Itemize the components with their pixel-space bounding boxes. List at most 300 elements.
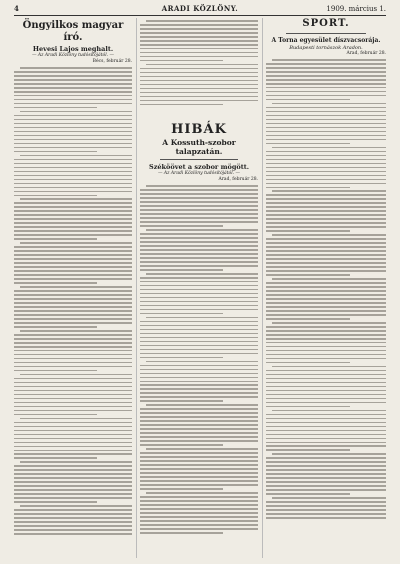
text-line: [272, 103, 386, 105]
text-line: [14, 278, 132, 280]
text-line: [272, 410, 386, 412]
text-line: [140, 265, 258, 267]
text-line: [140, 309, 258, 311]
text-line: [266, 230, 350, 232]
text-line: [146, 185, 258, 187]
text-line: [20, 505, 132, 507]
text-line: [14, 191, 132, 193]
text-line: [266, 111, 386, 113]
text-line: [140, 233, 258, 235]
text-line: [140, 253, 258, 255]
text-line: [140, 532, 223, 534]
text-line: [266, 394, 386, 396]
text-line: [140, 321, 258, 323]
text-line: [14, 119, 132, 121]
text-line: [20, 330, 132, 332]
text-line: [140, 428, 258, 430]
text-line: [266, 426, 386, 428]
text-line: [14, 501, 97, 503]
text-line: [140, 468, 258, 470]
text-line: [14, 151, 97, 153]
column-rule: [262, 18, 263, 558]
text-line: [140, 249, 258, 251]
text-line: [14, 350, 132, 352]
text-line: [140, 44, 258, 46]
text-line: [266, 242, 386, 244]
text-line: [266, 386, 386, 388]
text-line: [266, 517, 386, 519]
text-line: [140, 100, 258, 102]
text-line: [14, 342, 132, 344]
text-line: [266, 226, 386, 228]
text-line: [14, 290, 132, 292]
text-line: [14, 147, 132, 149]
text-line: [14, 99, 132, 101]
text-line: [266, 218, 386, 220]
text-line: [266, 222, 386, 224]
text-line: [266, 326, 386, 328]
text-line: [266, 294, 386, 296]
text-line: [272, 497, 386, 499]
text-line: [266, 334, 386, 336]
text-line: [140, 80, 258, 82]
text-line: [266, 238, 386, 240]
text-line: [14, 234, 132, 236]
text-line: [140, 329, 258, 331]
text-line: [14, 310, 132, 312]
text-line: [266, 214, 386, 216]
text-line: [266, 87, 386, 89]
article-subhead: Hevesi Lajos meghalt.: [32, 45, 114, 53]
text-line: [14, 382, 132, 384]
column-3: [266, 18, 386, 560]
text-line: [266, 354, 386, 356]
text-line: [140, 32, 258, 34]
article-byline: — Az Aradi Közlöny tudósítójától. —: [157, 171, 241, 177]
text-line: [14, 254, 132, 256]
text-line: [140, 297, 258, 299]
text-line: [20, 67, 132, 69]
text-line: [14, 326, 97, 328]
text-line: [14, 79, 132, 81]
text-line: [266, 127, 386, 129]
text-line: [140, 484, 258, 486]
article-byline: — Az Aradi Közlöny tudósítójától. —: [31, 53, 115, 58]
text-line: [14, 338, 132, 340]
text-line: [140, 193, 258, 195]
text-line: [140, 377, 258, 379]
text-line: [14, 362, 132, 364]
text-line: [140, 261, 258, 263]
text-line: [140, 277, 258, 279]
text-line: [266, 254, 386, 256]
text-line: [140, 217, 258, 219]
text-line: [140, 40, 258, 42]
text-line: [14, 218, 132, 220]
text-line: [140, 28, 258, 30]
text-line: [14, 509, 132, 511]
text-line: [140, 464, 258, 466]
text-line: [266, 167, 386, 169]
column-rule: [136, 18, 137, 558]
text-line: [140, 392, 258, 394]
text-line: [14, 95, 132, 97]
text-line: [14, 123, 132, 125]
text-line: [140, 289, 258, 291]
text-line: [14, 525, 132, 527]
section-title: SPORT.: [302, 18, 350, 29]
text-line: [14, 103, 132, 105]
text-line: [140, 92, 258, 94]
text-line: [266, 67, 386, 69]
text-line: [266, 438, 386, 440]
text-line: [14, 91, 132, 93]
text-line: [14, 135, 132, 137]
text-line: [14, 246, 132, 248]
article-dateline: Bécs, február 28.: [92, 59, 132, 64]
text-line: [140, 436, 258, 438]
text-line: [140, 508, 258, 510]
text-line: [266, 489, 386, 491]
text-line: [266, 91, 386, 93]
text-line: [266, 493, 350, 495]
text-line: [14, 306, 132, 308]
text-line: [140, 440, 258, 442]
text-line: [14, 513, 132, 515]
text-line: [266, 469, 386, 471]
text-line: [14, 465, 132, 467]
text-line: [140, 197, 258, 199]
text-line: [266, 194, 386, 196]
column-1: [14, 18, 132, 560]
text-line: [140, 305, 258, 307]
text-line: [14, 87, 132, 89]
text-line: [140, 424, 258, 426]
text-line: [266, 342, 386, 344]
text-line: [266, 314, 386, 316]
text-line: [140, 432, 258, 434]
text-line: [266, 75, 386, 77]
text-line: [14, 318, 132, 320]
text-line: [14, 175, 132, 177]
text-line: [140, 504, 258, 506]
text-line: [266, 406, 350, 408]
text-line: [140, 293, 258, 295]
text-line: [140, 516, 258, 518]
text-line: [266, 206, 386, 208]
text-line: [140, 72, 258, 74]
text-line: [266, 505, 386, 507]
text-line: [14, 179, 132, 181]
text-line: [266, 270, 386, 272]
text-line: [20, 286, 132, 288]
text-line: [14, 294, 132, 296]
text-line: [266, 282, 386, 284]
text-line: [266, 434, 386, 436]
divider: [160, 159, 238, 160]
text-line: [14, 422, 132, 424]
text-line: [266, 338, 386, 340]
text-line: [266, 302, 386, 304]
text-line: [14, 521, 132, 523]
text-line: [146, 317, 258, 319]
text-line: [266, 362, 350, 364]
text-line: [266, 163, 386, 165]
article-dateline: Arad, február 28.: [346, 51, 386, 56]
text-line: [266, 346, 386, 348]
text-line: [272, 234, 386, 236]
text-line: [272, 453, 386, 455]
text-line: [140, 60, 223, 62]
text-line: [266, 95, 386, 97]
text-line: [14, 262, 132, 264]
text-line: [266, 442, 386, 444]
text-line: [14, 274, 132, 276]
text-line: [20, 461, 132, 463]
column-2: [140, 18, 258, 560]
text-line: [14, 446, 132, 448]
text-line: [266, 198, 386, 200]
text-line: [266, 123, 386, 125]
text-line: [146, 404, 258, 406]
text-line: [14, 398, 132, 400]
text-line: [140, 225, 223, 227]
text-line: [266, 330, 386, 332]
text-line: [14, 163, 132, 165]
text-line: [272, 190, 386, 192]
text-line: [140, 237, 258, 239]
text-line: [140, 384, 258, 386]
text-line: [140, 412, 258, 414]
text-line: [14, 485, 132, 487]
text-line: [266, 374, 386, 376]
text-line: [14, 258, 132, 260]
text-line: [14, 406, 132, 408]
text-line: [140, 48, 258, 50]
text-line: [14, 457, 97, 459]
text-line: [14, 378, 132, 380]
text-line: [266, 481, 386, 483]
text-line: [14, 298, 132, 300]
text-line: [266, 131, 386, 133]
text-line: [140, 480, 258, 482]
article-body-continued: [140, 20, 258, 105]
text-line: [14, 302, 132, 304]
text-line: [14, 481, 132, 483]
text-line: [272, 322, 386, 324]
text-line: [14, 238, 97, 240]
text-line: [14, 434, 132, 436]
text-line: [14, 438, 132, 440]
text-line: [266, 501, 386, 503]
text-line: [140, 285, 258, 287]
text-line: [14, 83, 132, 85]
page-number: 4: [14, 4, 19, 13]
text-line: [140, 341, 258, 343]
text-line: [140, 500, 258, 502]
text-line: [140, 396, 258, 398]
text-line: [140, 388, 258, 390]
text-line: [266, 266, 386, 268]
text-line: [14, 426, 132, 428]
text-line: [14, 250, 132, 252]
text-line: [14, 334, 132, 336]
text-line: [14, 442, 132, 444]
text-line: [140, 444, 223, 446]
text-line: [266, 115, 386, 117]
text-line: [146, 64, 258, 66]
text-line: [140, 369, 258, 371]
text-line: [14, 183, 132, 185]
article-headline: A Torna egyesület díszvacsorája.: [271, 37, 381, 44]
text-line: [140, 88, 258, 90]
text-line: [140, 76, 258, 78]
text-line: [266, 63, 386, 65]
divider: [286, 33, 366, 34]
text-line: [14, 402, 132, 404]
text-line: [140, 488, 223, 490]
text-line: [14, 107, 97, 109]
text-line: [14, 75, 132, 77]
text-line: [266, 107, 386, 109]
text-line: [14, 390, 132, 392]
text-line: [140, 524, 258, 526]
text-line: [266, 418, 386, 420]
text-line: [266, 183, 386, 185]
text-line: [14, 202, 132, 204]
text-line: [266, 171, 386, 173]
text-line: [146, 492, 258, 494]
text-line: [140, 52, 258, 54]
text-line: [140, 301, 258, 303]
text-line: [14, 230, 132, 232]
text-line: [266, 83, 386, 85]
text-line: [140, 452, 258, 454]
text-line: [14, 533, 132, 535]
text-line: [14, 115, 132, 117]
text-line: [14, 159, 132, 161]
text-line: [14, 477, 132, 479]
text-line: [266, 175, 386, 177]
article-headline: A Kossuth-szobor talapzatán.: [162, 138, 236, 157]
text-line: [14, 386, 132, 388]
text-line: [20, 198, 132, 200]
text-line: [272, 366, 386, 368]
text-line: [140, 353, 258, 355]
text-line: [14, 167, 132, 169]
text-line: [146, 20, 258, 22]
text-line: [266, 306, 386, 308]
text-line: [14, 139, 132, 141]
text-line: [272, 59, 386, 61]
text-line: [14, 127, 132, 129]
text-line: [140, 476, 258, 478]
article-body: [14, 67, 132, 535]
text-line: [14, 469, 132, 471]
text-line: [140, 456, 258, 458]
text-line: [140, 408, 258, 410]
text-line: [140, 349, 258, 351]
text-line: [14, 529, 132, 531]
text-line: [266, 465, 386, 467]
text-line: [140, 213, 258, 215]
text-line: [140, 313, 223, 315]
text-line: [266, 473, 386, 475]
text-line: [266, 99, 350, 101]
text-line: [14, 414, 97, 416]
text-line: [140, 325, 258, 327]
article-body: [140, 185, 258, 533]
text-line: [14, 366, 132, 368]
text-line: [266, 318, 350, 320]
text-line: [140, 96, 258, 98]
text-line: [266, 143, 350, 145]
masthead: [14, 4, 386, 16]
text-line: [266, 274, 350, 276]
text-line: [266, 382, 386, 384]
text-line: [140, 56, 258, 58]
text-line: [140, 257, 258, 259]
text-line: [266, 286, 386, 288]
text-line: [266, 258, 386, 260]
text-line: [266, 159, 386, 161]
text-line: [140, 24, 258, 26]
text-line: [266, 250, 386, 252]
text-line: [14, 489, 132, 491]
text-line: [14, 187, 132, 189]
text-line: [140, 365, 258, 367]
text-line: [272, 278, 386, 280]
text-line: [140, 209, 258, 211]
text-line: [266, 139, 386, 141]
text-line: [266, 298, 386, 300]
text-line: [14, 143, 132, 145]
text-line: [266, 485, 386, 487]
text-line: [266, 79, 386, 81]
text-line: [140, 496, 258, 498]
text-line: [140, 420, 258, 422]
article-body: [266, 59, 386, 519]
text-line: [266, 477, 386, 479]
text-line: [266, 151, 386, 153]
text-line: [266, 310, 386, 312]
text-line: [266, 210, 386, 212]
text-line: [140, 472, 258, 474]
text-line: [14, 222, 132, 224]
text-line: [266, 290, 386, 292]
text-line: [140, 205, 258, 207]
text-line: [266, 509, 386, 511]
text-line: [14, 354, 132, 356]
text-line: [266, 422, 386, 424]
text-line: [266, 71, 386, 73]
text-line: [140, 357, 223, 359]
text-line: [140, 68, 258, 70]
text-line: [140, 281, 258, 283]
text-line: [140, 381, 258, 383]
text-line: [14, 453, 132, 455]
text-line: [14, 214, 132, 216]
article-headline: Öngyilkos magyar író.: [22, 20, 124, 43]
text-line: [266, 119, 386, 121]
text-line: [140, 333, 258, 335]
paper-name: ARADI KÖZLÖNY.: [161, 4, 239, 13]
text-line: [14, 226, 132, 228]
text-line: [266, 246, 386, 248]
text-line: [20, 111, 132, 113]
text-line: [140, 373, 258, 375]
text-line: [266, 202, 386, 204]
